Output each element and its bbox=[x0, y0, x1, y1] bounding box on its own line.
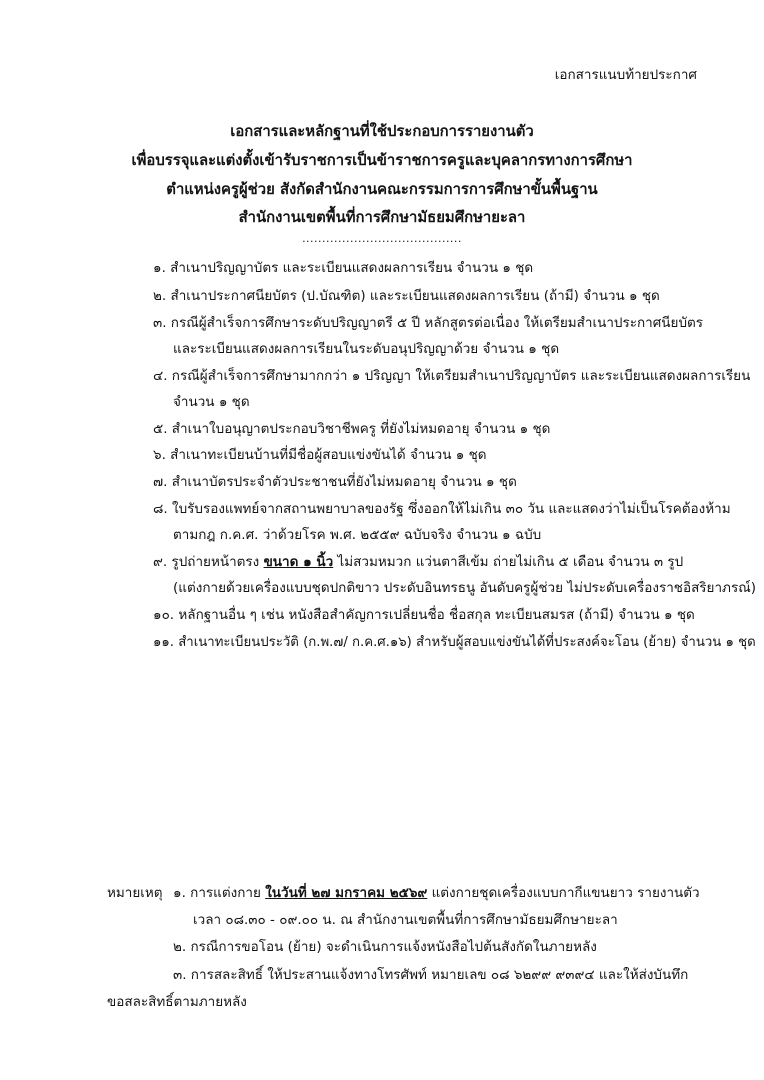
list-item-9-text: ๙. รูปถ่ายหน้าตรง bbox=[153, 554, 264, 570]
list-item-11: ๑๑. สำเนาทะเบียนประวัติ (ก.พ.๗/ ก.ค.ศ.๑๖) สำหรับผู้สอบแข่งขันได้ที่ประสงค์จะโอน (ย้าย) จำนวน ๑ ชุด bbox=[153, 634, 756, 650]
list-item-8-continued: ตามกฎ ก.ค.ศ. ว่าด้วยโรค พ.ศ. ๒๕๕๙ ฉบับจริง จำนวน ๑ ฉบับ bbox=[173, 527, 542, 543]
list-item-10: ๑๐. หลักฐานอื่น ๆ เช่น หนังสือสำคัญการเปลี่ยนชื่อ ชื่อสกุล ทะเบียนสมรส (ถ้ามี) จำนวน ๑ ชุด bbox=[153, 607, 695, 623]
list-item-2: ๒. สำเนาประกาศนียบัตร (ป.บัณฑิต) และระเบียนแสดงผลการเรียน (ถ้ามี) จำนวน ๑ ชุด bbox=[153, 288, 660, 304]
note-2: ๒. กรณีการขอโอน (ย้าย) จะดำเนินการแจ้งหนังสือไปต้นสังกัดในภายหลัง bbox=[173, 939, 597, 955]
note-3: ๓. การสละสิทธิ์ ให้ประสานแจ้งทางโทรศัพท์ หมายเลข ๐๘ ๖๒๙๙ ๙๓๙๔ และให้ส่งบันทึก bbox=[173, 967, 689, 983]
note-3-continued: ขอสละสิทธิ์ตามภายหลัง bbox=[107, 994, 247, 1010]
document-title-line-4: สำนักงานเขตพื้นที่การศึกษามัธยมศึกษายะลา bbox=[238, 208, 526, 226]
note-1-text: ๑. การแต่งกาย bbox=[173, 885, 266, 901]
list-item-9 bbox=[153, 553, 683, 571]
note-1-text-rest: แต่งกายชุดเครื่องแบบกากีแขนยาว รายงานตัว bbox=[427, 885, 700, 901]
list-item-4-continued: จำนวน ๑ ชุด bbox=[173, 394, 250, 410]
list-item-8: ๘. ใบรับรองแพทย์จากสถานพยาบาลของรัฐ ซึ่งออกให้ไม่เกิน ๓๐ วัน และแสดงว่าไม่เป็นโรคต้องห้าม bbox=[153, 501, 731, 517]
photo-size-emphasis: ขนาด ๑ นิ้ว bbox=[263, 554, 334, 570]
document-title-line-1: เอกสารและหลักฐานที่ใช้ประกอบการรายงานตัว bbox=[230, 122, 534, 140]
document-title-line-3: ตำแหน่งครูผู้ช่วย สังกัดสำนักงานคณะกรรมการการศึกษาขั้นพื้นฐาน bbox=[166, 180, 598, 198]
list-item-7: ๗. สำเนาบัตรประจำตัวประชาชนที่ยังไม่หมดอายุ จำนวน ๑ ชุด bbox=[153, 474, 517, 490]
list-item-3: ๓. กรณีผู้สำเร็จการศึกษาระดับปริญญาตรี ๕ ปี หลักสูตรต่อเนื่อง ให้เตรียมสำเนาประกาศนียบัตร bbox=[153, 315, 704, 331]
list-item-9-text-rest: ไม่สวมหมวก แว่นตาสีเข้ม ถ่ายไม่เกิน ๕ เดือน จำนวน ๓ รูป bbox=[333, 554, 684, 570]
note-1-continued: เวลา ๐๘.๓๐ - ๐๙.๐๐ น. ณ สำนักงานเขตพื้นที่การศึกษามัธยมศึกษายะลา bbox=[193, 912, 618, 928]
list-item-9-continued: (แต่งกายด้วยเครื่องแบบชุดปกติขาว ประดับอินทรธนู อันดับครูผู้ช่วย ไม่ประดับเครื่องราชอิสริยาภรณ์) bbox=[173, 580, 756, 596]
note-1 bbox=[173, 884, 700, 902]
document-title-line-2: เพื่อบรรจุและแต่งตั้งเข้ารับราชการเป็นข้าราชการครูและบุคลากรทางการศึกษา bbox=[131, 151, 633, 169]
list-item-6: ๖. สำเนาทะเบียนบ้านที่มีชื่อผู้สอบแข่งขันได้ จำนวน ๑ ชุด bbox=[153, 447, 487, 463]
notes-label: หมายเหตุ bbox=[107, 885, 163, 901]
report-date-emphasis: ในวันที่ ๒๗ มกราคม ๒๕๖๙ bbox=[265, 885, 428, 901]
list-item-5: ๕. สำเนาใบอนุญาตประกอบวิชาชีพครู ที่ยังไม่หมดอายุ จำนวน ๑ ชุด bbox=[153, 421, 551, 437]
list-item-1: ๑. สำเนาปริญญาบัตร และระเบียนแสดงผลการเรียน จำนวน ๑ ชุด bbox=[153, 260, 534, 276]
list-item-4: ๔. กรณีผู้สำเร็จการศึกษามากกว่า ๑ ปริญญา ให้เตรียมสำเนาปริญญาบัตร และระเบียนแสดงผลการเรียน bbox=[153, 368, 751, 384]
title-separator: ........................................ bbox=[302, 232, 462, 245]
attachment-tag: เอกสารแนบท้ายประกาศ bbox=[554, 67, 697, 83]
list-item-3-continued: และระเบียนแสดงผลการเรียนในระดับอนุปริญญาด้วย จำนวน ๑ ชุด bbox=[173, 341, 560, 357]
